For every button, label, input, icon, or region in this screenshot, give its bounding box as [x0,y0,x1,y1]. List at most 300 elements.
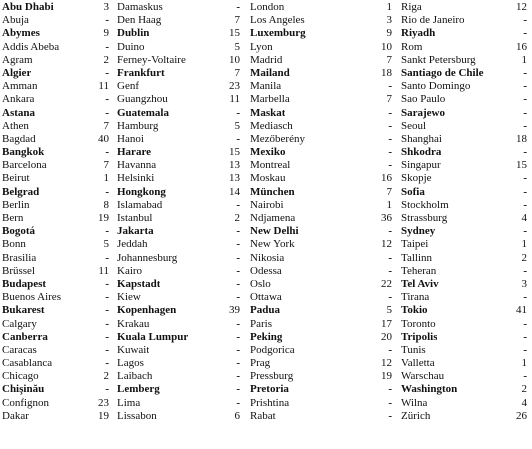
table-row [2,199,109,212]
city-name: Rabat [250,409,276,422]
table-row [250,172,392,185]
table-row [2,80,109,93]
city-value: 22 [381,277,392,290]
city-name: Caracas [2,343,37,356]
city-name: Kuwait [117,343,150,356]
city-name: Sofia [401,185,425,198]
city-name: Sankt Petersburg [401,53,476,66]
table-row [250,159,392,172]
city-name: Lagos [117,357,144,370]
table-row [117,278,240,291]
city-name: Islamabad [117,198,163,211]
table-row [401,397,527,410]
table-row [250,278,392,291]
city-value: 39 [229,304,240,317]
table-row [2,397,109,410]
city-name: Harare [117,146,152,159]
city-value: - [523,317,527,330]
table-row [2,238,109,251]
city-name: Bern [2,212,24,224]
city-value: 11 [98,264,109,277]
city-value: - [523,185,527,198]
city-name: Ndjamena [250,212,296,224]
table-row [117,120,240,133]
table-row [117,107,240,120]
city-name: Manila [250,80,282,93]
table-row [250,120,392,133]
city-value: 5 [103,238,109,251]
city-value: 16 [516,40,527,53]
city-value: - [236,277,240,290]
city-value: 14 [229,185,240,198]
city-value: - [236,383,240,396]
table-row [2,304,109,317]
table-row [117,265,240,278]
city-value: - [523,80,527,93]
table-row [401,159,527,172]
table-row [401,41,527,54]
city-value: 3 [386,14,392,27]
city-name: London [250,1,285,13]
table-row [117,344,240,357]
city-value: 17 [381,317,392,330]
city-value: - [523,106,527,119]
city-name: Skopje [401,172,432,185]
city-name: Teheran [401,264,437,277]
city-name: Sao Paulo [401,93,446,106]
table-row [401,278,527,291]
table-row [401,410,527,423]
city-name: Kiew [117,291,141,304]
table-column-4 [401,1,527,423]
city-value: 7 [386,185,392,198]
city-name: Montreal [250,159,291,172]
table-row [250,397,392,410]
city-name: Hamburg [117,119,159,132]
city-name: Maskat [250,106,286,119]
table-row [117,357,240,370]
city-value: - [388,80,392,93]
table-row [250,54,392,67]
table-row [250,344,392,357]
table-row [401,120,527,133]
city-name: Odessa [250,264,282,277]
table-row [117,80,240,93]
city-value: - [523,146,527,159]
city-name: Bonn [2,238,26,251]
table-row [117,383,240,396]
city-value: - [236,370,240,383]
city-value: - [388,146,392,159]
city-value: 15 [516,159,527,172]
table-row [401,54,527,67]
city-name: Shanghai [401,132,442,145]
city-value: - [105,40,109,53]
table-row [2,93,109,106]
city-name: Sydney [401,225,436,238]
table-row [401,370,527,383]
city-name: Ankara [2,93,35,106]
table-row [2,212,109,225]
city-name: Ferney-Voltaire [117,53,186,66]
city-value: - [523,172,527,185]
city-value: - [105,66,109,79]
city-name: Nairobi [250,198,284,211]
table-row [2,54,109,67]
city-value: 19 [381,370,392,383]
table-row [117,27,240,40]
city-value: - [105,93,109,106]
city-name: Belgrad [2,185,40,198]
table-row [2,252,109,265]
city-value: - [236,317,240,330]
table-row [2,186,109,199]
table-row [401,199,527,212]
table-row [117,186,240,199]
table-row [2,14,109,27]
city-value: 2 [521,251,527,264]
city-value: 4 [521,212,527,224]
table-row [2,291,109,304]
table-row [2,278,109,291]
city-value: 2 [521,383,527,396]
city-name: Istanbul [117,212,153,224]
city-name: Tunis [401,343,426,356]
city-name: Laibach [117,370,153,383]
city-name: Singapur [401,159,441,172]
table-row [2,331,109,344]
city-value: - [105,330,109,343]
city-name: Luxemburg [250,27,306,40]
city-name: Confignon [2,396,50,409]
table-row [250,41,392,54]
table-row [250,370,392,383]
table-row [250,265,392,278]
city-value: - [236,106,240,119]
city-value: - [105,251,109,264]
city-name: Duino [117,40,145,53]
city-name: Shkodra [401,146,442,159]
city-value: 7 [103,119,109,132]
city-value: 13 [229,172,240,185]
city-name: Tripolis [401,330,438,343]
city-value: 3 [521,277,527,290]
city-name: Hanoi [117,132,144,145]
table-row [117,304,240,317]
city-name: Havanna [117,159,157,172]
city-name: Krakau [117,317,150,330]
city-value: - [236,225,240,238]
city-name: Brasilia [2,251,37,264]
table-row [250,107,392,120]
city-name: Prishtina [250,396,290,409]
city-value: 7 [234,66,240,79]
table-row [250,410,392,423]
city-value: 4 [521,396,527,409]
city-value: - [388,264,392,277]
table-row [117,159,240,172]
table-row [250,225,392,238]
city-name: Abuja [2,14,29,27]
table-row [117,370,240,383]
city-name: Barcelona [2,159,47,172]
city-value: 20 [381,330,392,343]
city-name: Tokio [401,304,428,317]
city-value: - [388,396,392,409]
table-row [117,318,240,331]
city-name: Den Haag [117,14,162,27]
city-name: Lissabon [117,409,157,422]
city-name: Moskau [250,172,286,185]
city-name: Hongkong [117,185,166,198]
table-row [250,357,392,370]
table-row [2,27,109,40]
city-name: Dublin [117,27,150,40]
table-row [2,172,109,185]
city-name: Amman [2,80,38,93]
table-row [401,133,527,146]
city-name: Los Angeles [250,14,305,27]
city-name: Oslo [250,277,271,290]
city-name: Abu Dhabi [2,1,54,13]
city-name: Chişinău [2,383,45,396]
table-row [2,265,109,278]
city-name: Santo Domingo [401,80,471,93]
table-row [117,252,240,265]
table-row [2,146,109,159]
table-row [401,291,527,304]
table-row [250,80,392,93]
city-name: Johannesburg [117,251,178,264]
city-name: Mexiko [250,146,286,159]
city-name: Mezőberény [250,132,305,145]
table-row [250,27,392,40]
table-row [401,93,527,106]
city-value: - [523,119,527,132]
city-name: Guangzhou [117,93,168,106]
city-value: 36 [381,212,392,224]
city-name: Genf [117,80,139,93]
table-row [117,14,240,27]
city-name: Nikosia [250,251,285,264]
table-row [2,41,109,54]
city-value: 23 [229,80,240,93]
table-row [2,357,109,370]
table-row [2,159,109,172]
city-name: Bukarest [2,304,45,317]
table-row [117,93,240,106]
table-row [117,212,240,225]
city-value: - [236,357,240,370]
city-name: Mediasch [250,119,293,132]
city-value: 10 [229,53,240,66]
city-value: - [523,27,527,40]
table-row [401,318,527,331]
city-name: Guatemala [117,106,169,119]
city-name: Lima [117,396,141,409]
city-value: - [523,330,527,343]
city-value: 12 [381,357,392,370]
table-row [2,383,109,396]
city-value: 7 [386,93,392,106]
city-value: - [105,317,109,330]
table-row [401,225,527,238]
table-row [2,67,109,80]
city-value: 9 [386,27,392,40]
city-value: - [523,93,527,106]
table-row [2,318,109,331]
table-row [2,120,109,133]
city-value: 12 [381,238,392,251]
table-row [117,291,240,304]
city-name: Tallinn [401,251,433,264]
city-name: Jeddah [117,238,148,251]
table-row [250,1,392,14]
city-name: Calgary [2,317,37,330]
table-row [250,304,392,317]
city-value: - [105,304,109,317]
table-row [117,331,240,344]
city-name: Prag [250,357,271,370]
city-value: - [523,225,527,238]
city-value: 12 [516,1,527,13]
city-value: 23 [98,396,109,409]
city-value: - [388,225,392,238]
city-name: Wilna [401,396,428,409]
city-value: 5 [234,40,240,53]
city-value: 1 [386,1,392,13]
city-name: Pretoria [250,383,289,396]
city-value: - [236,396,240,409]
city-value: - [388,343,392,356]
city-value: - [105,343,109,356]
city-name: Madrid [250,53,283,66]
city-name: Kuala Lumpur [117,330,189,343]
city-value: 11 [229,93,240,106]
city-name: Riyadh [401,27,436,40]
city-name: Algier [2,66,32,79]
city-value: 2 [234,212,240,224]
city-name: Seoul [401,119,427,132]
table-row [117,1,240,14]
table-row [117,67,240,80]
city-name: Budapest [2,277,47,290]
city-value: - [388,106,392,119]
city-name: Jakarta [117,225,154,238]
city-name: Chicago [2,370,39,383]
table-row [401,265,527,278]
city-value: - [105,14,109,27]
city-value: 10 [381,40,392,53]
city-name: Marbella [250,93,290,106]
table-row [2,370,109,383]
city-name: Bagdad [2,132,36,145]
city-name: Zürich [401,409,431,422]
city-name: Frankfurt [117,66,165,79]
city-name: Rom [401,40,423,53]
city-value: - [523,291,527,304]
city-value: - [105,225,109,238]
city-name: Tel Aviv [401,277,439,290]
table-row [401,186,527,199]
table-row [401,80,527,93]
table-row [250,14,392,27]
city-value: 6 [234,409,240,422]
city-name: Bogotá [2,225,35,238]
table-row [250,383,392,396]
city-name: Lyon [250,40,273,53]
table-row [401,172,527,185]
table-row [117,54,240,67]
city-value: 7 [103,159,109,172]
table-row [250,318,392,331]
city-name: Berlin [2,198,30,211]
city-name: Stockholm [401,198,449,211]
city-name: Dakar [2,409,29,422]
table-row [117,238,240,251]
city-value: 1 [521,238,527,251]
city-value: - [105,146,109,159]
table-row [117,41,240,54]
city-name: Helsinki [117,172,155,185]
table-row [250,133,392,146]
city-value: - [388,159,392,172]
city-value: - [105,291,109,304]
city-name: Addis Abeba [2,40,60,53]
city-name: Canberra [2,330,48,343]
city-name: Rio de Janeiro [401,14,465,27]
city-name: Warschau [401,370,445,383]
city-name: Podgorica [250,343,295,356]
city-value: 16 [381,172,392,185]
city-name: Pressburg [250,370,294,383]
city-value: - [523,264,527,277]
table-row [250,291,392,304]
city-value: - [523,343,527,356]
table-row [2,1,109,14]
city-value: 5 [234,119,240,132]
city-value: - [523,370,527,383]
table-row [250,238,392,251]
table-row [250,186,392,199]
city-name: Kopenhagen [117,304,177,317]
table-row [2,225,109,238]
table-row [401,212,527,225]
table-row [401,14,527,27]
table-row [401,146,527,159]
table-row [401,331,527,344]
city-value: - [388,291,392,304]
city-name: Washington [401,383,458,396]
city-name: Paris [250,317,272,330]
city-name: Valletta [401,357,435,370]
city-value: - [236,264,240,277]
table-row [401,27,527,40]
city-name: Sarajewo [401,106,445,119]
table-row [250,146,392,159]
city-name: Abymes [2,27,40,40]
city-name: Taipei [401,238,429,251]
city-name: Padua [250,304,280,317]
city-name: Santiago de Chile [401,66,484,79]
city-name: München [250,185,295,198]
city-value: - [105,277,109,290]
table-row [250,252,392,265]
city-value: - [236,330,240,343]
city-value: - [236,1,240,13]
city-value: 11 [98,80,109,93]
table-row [401,383,527,396]
